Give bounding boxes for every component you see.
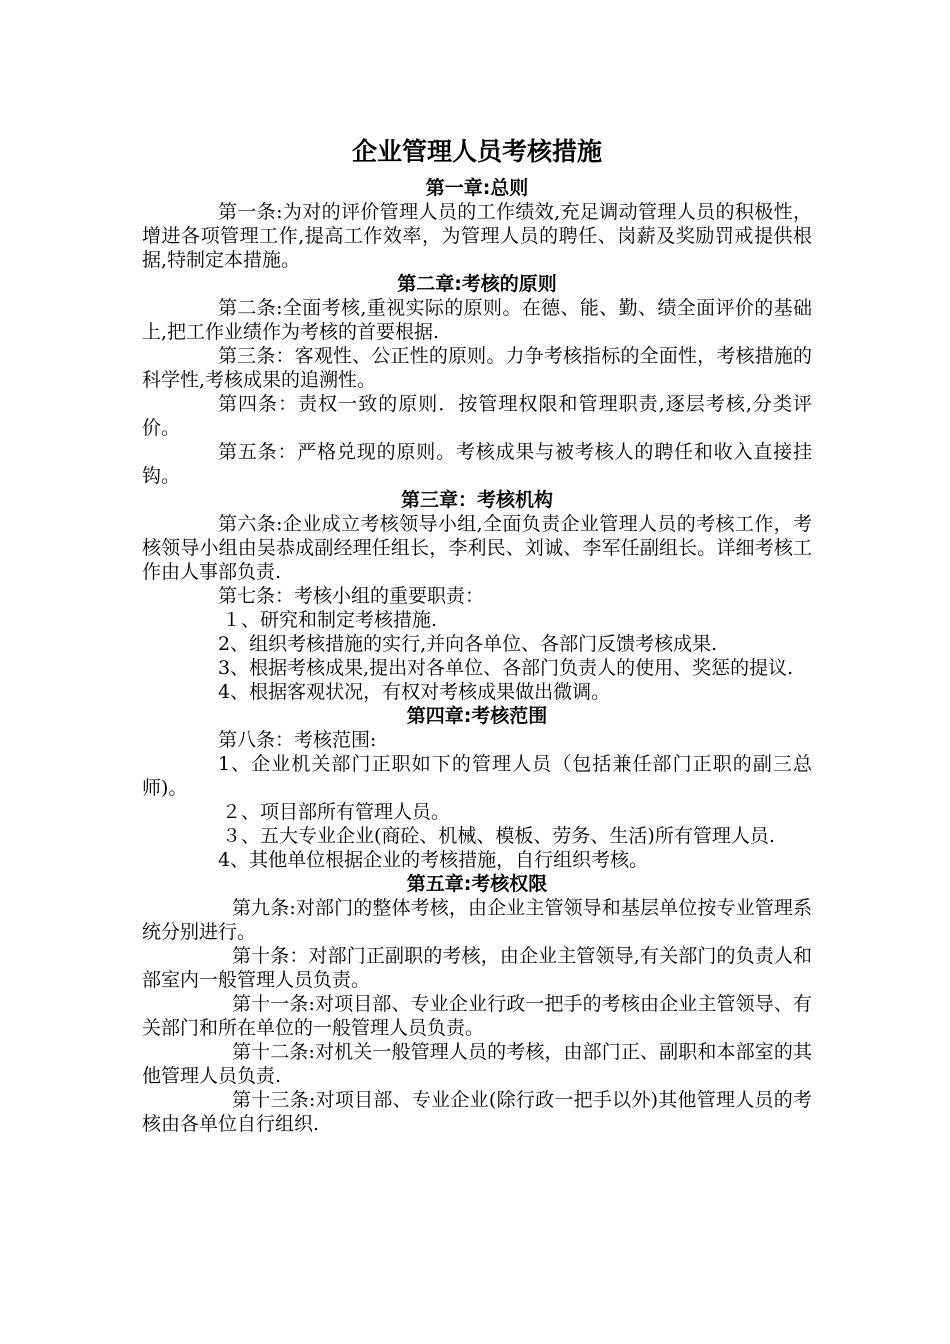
article-3: 第三条：客观性、公正性的原则。力争考核指标的全面性，考核措施的科学性,考核成果的追溯性。 — [142, 345, 812, 391]
article-6: 第六条:企业成立考核领导小组,全面负责企业管理人员的考核工作，考核领导小组由吴恭成副经理任组长，李利民、刘诚、李军任副组长。详细考核工作由人事部负责. — [142, 513, 812, 583]
chapter-2-heading: 第二章:考核的原则 — [397, 273, 557, 295]
article-5: 第五条：严格兑现的原则。考核成果与被考核人的聘任和收入直接挂钩。 — [142, 441, 812, 487]
chapter-3-heading: 第三章：考核机构 — [400, 489, 553, 511]
chapter-5-heading: 第五章:考核权限 — [406, 873, 548, 895]
article-7: 第七条：考核小组的重要职责： — [218, 585, 485, 607]
article-9: 第九条:对部门的整体考核，由企业主管领导和基层单位按专业管理系统分别进行。 — [142, 897, 812, 943]
list-item: ２、项目部所有管理人员。 — [222, 801, 451, 823]
list-item: ３、五大专业企业(商砼、机械、模板、劳务、生活)所有管理人员. — [222, 825, 775, 847]
document-title: 企业管理人员考核措施 — [351, 137, 602, 166]
list-item: 3、根据考核成果,提出对各单位、各部门负责人的使用、奖惩的提议. — [218, 657, 794, 679]
article-11: 第十一条:对项目部、专业企业行政一把手的考核由企业主管领导、有关部门和所在单位的一般管理人员负责。 — [142, 993, 812, 1039]
list-item: 1、企业机关部门正职如下的管理人员（包括兼任部门正职的副三总师)。 — [142, 753, 812, 799]
list-item: 4、其他单位根据企业的考核措施，自行组织考核。 — [218, 849, 649, 871]
article-10: 第十条：对部门正副职的考核，由企业主管领导,有关部门的负责人和部室内一般管理人员负责。 — [142, 945, 812, 991]
article-8: 第八条：考核范围: — [218, 729, 377, 751]
list-item: 4、根据客观状况，有权对考核成果做出微调。 — [218, 681, 611, 703]
chapter-1-heading: 第一章:总则 — [425, 177, 529, 199]
article-1: 第一条:为对的评价管理人员的工作绩效,充足调动管理人员的积极性，增进各项管理工作,提高工作效率，为管理人员的聘任、岗薪及奖励罚戒提供根据,特制定本措施。 — [142, 201, 812, 271]
article-2: 第二条:全面考核,重视实际的原则。在德、能、勤、绩全面评价的基础上,把工作业绩作为考核的首要根据. — [142, 297, 812, 343]
list-item: １、研究和制定考核措施. — [222, 609, 438, 631]
chapter-4-heading: 第四章:考核范围 — [406, 705, 548, 727]
list-item: 2、组织考核措施的实行,并向各单位、各部门反馈考核成果. — [218, 633, 718, 655]
article-4: 第四条：责权一致的原则．按管理权限和管理职责,逐层考核,分类评价。 — [142, 393, 812, 439]
article-13: 第十三条:对项目部、专业企业(除行政一把手以外)其他管理人员的考核由各单位自行组织. — [142, 1089, 812, 1135]
article-12: 第十二条:对机关一般管理人员的考核，由部门正、副职和本部室的其他管理人员负责. — [142, 1041, 812, 1087]
